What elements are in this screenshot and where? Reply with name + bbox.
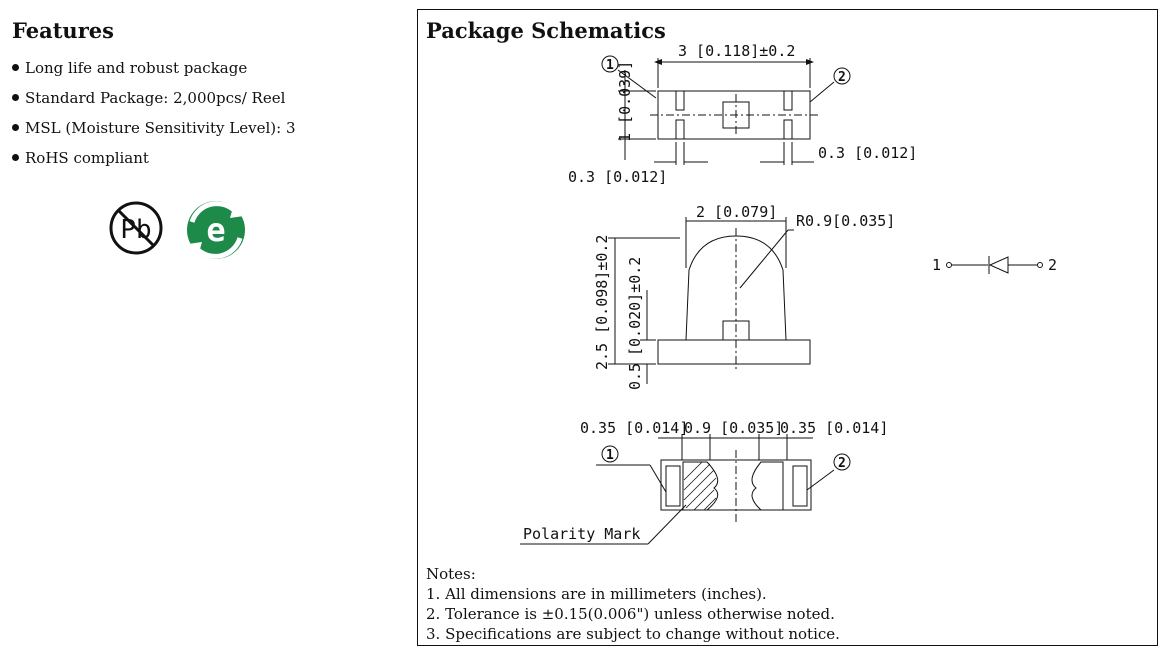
bullet-icon xyxy=(12,154,19,161)
top-width-dim: 3 [0.118]±0.2 xyxy=(678,42,796,60)
features-title: Features xyxy=(12,18,114,43)
top-pad-right-dim: 0.3 [0.012] xyxy=(818,144,918,162)
side-base-height-value: 0.5 xyxy=(626,362,644,390)
top-pin1-label: 1 xyxy=(606,58,614,73)
bullet-icon xyxy=(12,124,19,131)
eco-recycle-icon xyxy=(187,201,245,259)
diode-pin1-label: 1 xyxy=(932,256,942,274)
side-lens-width-dim: 2 [0.079] xyxy=(696,203,778,221)
bullet-icon xyxy=(12,94,19,101)
features-list xyxy=(12,53,392,173)
notes-section xyxy=(426,564,840,644)
side-radius-dim: R0.9[0.035] xyxy=(796,212,896,230)
feature-item: Standard Package: 2,000pcs/ Reel xyxy=(12,83,392,113)
feature-item: MSL (Moisture Sensitivity Level): 3 xyxy=(12,113,392,143)
polarity-mark-label: Polarity Mark xyxy=(523,525,641,543)
svg-text:e: e xyxy=(206,211,226,249)
bottom-dim-3: 0.35 [0.014] xyxy=(780,419,889,437)
pb-free-icon xyxy=(111,203,161,253)
polarity-hatch xyxy=(684,462,716,510)
note-item: 3. Specifications are subject to change without notice. xyxy=(426,625,840,643)
feature-item: RoHS compliant xyxy=(12,143,392,173)
svg-text:Pb: Pb xyxy=(120,215,152,245)
package-schematics-panel xyxy=(417,9,1158,646)
top-pin2-label: 2 xyxy=(838,70,846,85)
side-total-height-dim: 2.5 [0.098]±0.2 xyxy=(593,234,611,370)
top-pad-left-dim: 0.3 [0.012] xyxy=(568,168,668,186)
side-view-base xyxy=(658,340,810,364)
schematics-title: Package Schematics xyxy=(426,18,666,43)
side-base-height-dim: [0.020]±0.2 xyxy=(626,256,644,356)
feature-item: Long life and robust package xyxy=(12,53,392,83)
diode-pin2-label: 2 xyxy=(1048,256,1058,274)
bottom-dim-1: 0.35 [0.014] xyxy=(580,419,689,437)
note-item: 2. Tolerance is ±0.15(0.006") unless otherwise noted. xyxy=(426,605,835,623)
top-height-dim: 1 [0.039] xyxy=(616,60,634,142)
schematic-drawing xyxy=(418,10,1156,555)
notes-heading: Notes: xyxy=(426,565,476,583)
compliance-logos xyxy=(108,200,258,266)
note-item: 1. All dimensions are in millimeters (inches). xyxy=(426,585,767,603)
bottom-pin2-label: 2 xyxy=(838,456,846,471)
bottom-dim-2: 0.9 [0.035] xyxy=(684,419,784,437)
bottom-pin1-label: 1 xyxy=(606,448,614,463)
features-section xyxy=(12,18,392,173)
bullet-icon xyxy=(12,64,19,71)
